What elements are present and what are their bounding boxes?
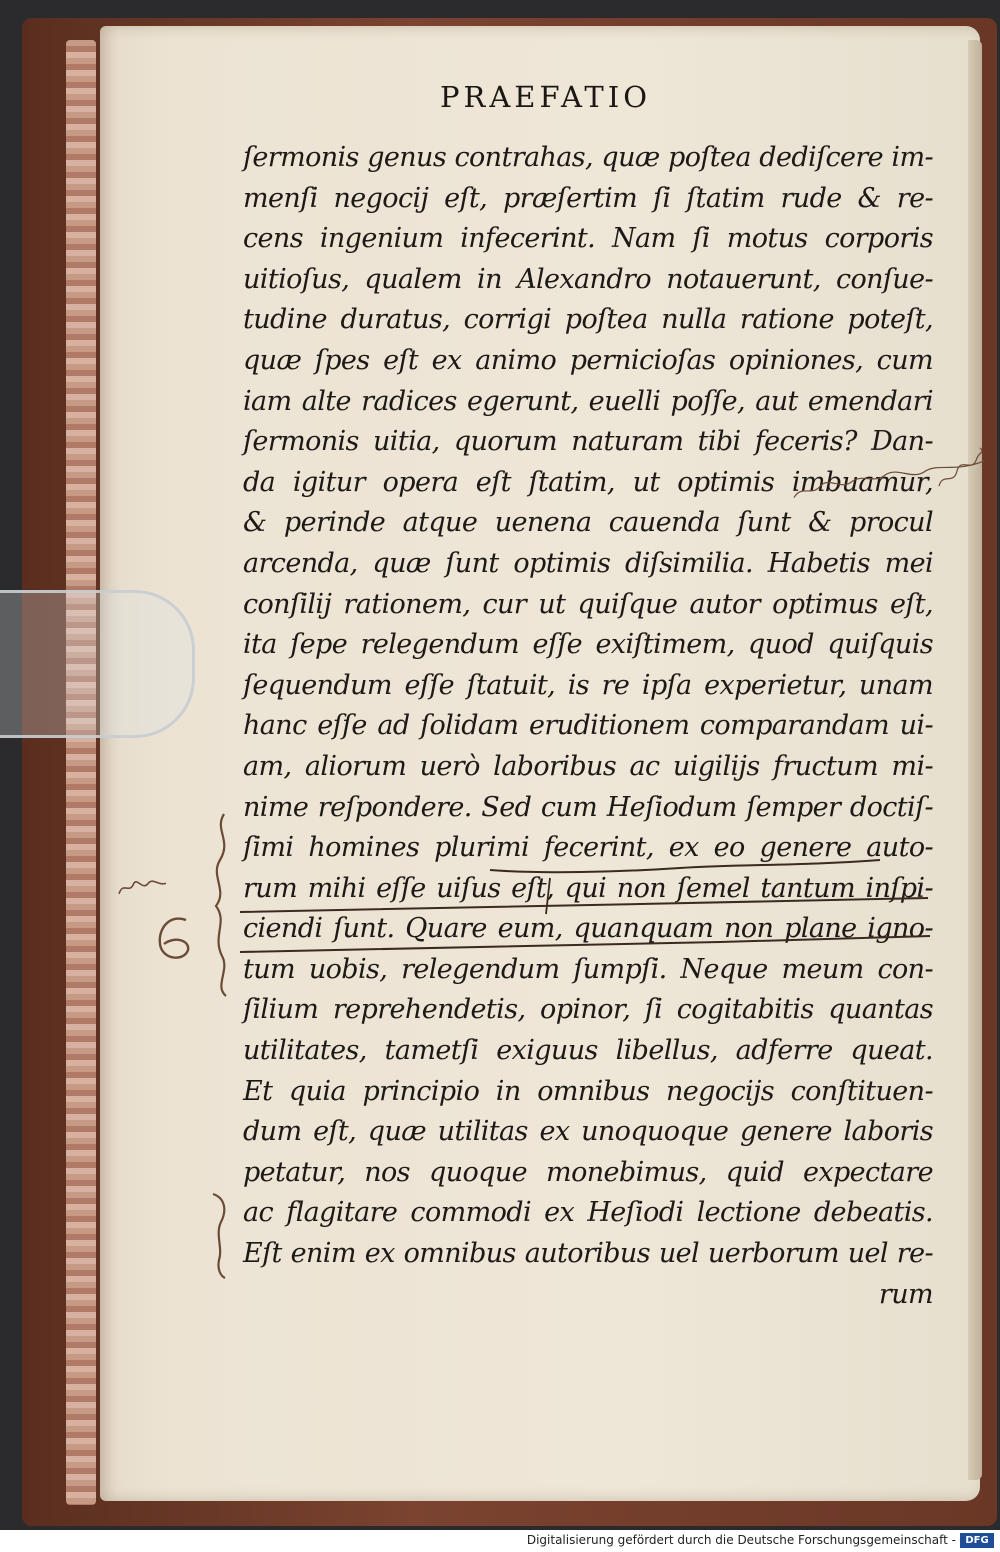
- text-line: rum mihi eſſe uiſus eſt, qui non ſemel tantum inſpi-: [243, 872, 933, 904]
- margin-bracket-mark: [205, 1190, 233, 1280]
- text-line: Eſt enim ex omnibus autoribus uel uerborum uel re-: [243, 1238, 933, 1270]
- text-line: ſermonis uitia, quorum naturam tibi feceris? Dan-: [243, 426, 933, 458]
- text-line: ſermonis genus contrahas, quæ poſtea dediſcere im-: [243, 142, 933, 173]
- margin-bracket-mark: [206, 810, 236, 1000]
- dfg-logo: DFG: [960, 1533, 994, 1548]
- text-line: rum: [878, 1278, 933, 1310]
- text-line: dum eſt, quæ utilitas ex unoquoque genere laboris: [243, 1116, 933, 1148]
- page-edges: [66, 40, 96, 1505]
- text-line: cens ingenium infecerint. Nam ſi motus corporis: [243, 223, 933, 255]
- text-line: ſequendum eſſe ſtatuit, is re ipſa experietur, unam: [243, 669, 933, 701]
- text-line: uitioſus, qualem in Alexandro notauerunt, conſue-: [243, 263, 933, 295]
- text-line: petatur, nos quoque monebimus, quid expectare: [243, 1156, 933, 1188]
- text-line: tum uobis, relegendum ſumpſi. Neque meum con-: [243, 953, 933, 985]
- text-line: nime reſpondere. Sed cum Heſiodum ſemper doctiſ-: [243, 791, 933, 823]
- handwritten-margin-numeral: [150, 910, 200, 970]
- page-fore-edge: [968, 40, 982, 1480]
- text-line: arcenda, quæ ſunt optimis diſsimilia. Habetis mei: [243, 547, 933, 579]
- text-line: quæ ſpes eſt ex animo pernicioſas opiniones, cum: [243, 344, 933, 376]
- text-line: am, aliorum uerò laboribus ac uigilijs fructum mi-: [243, 750, 933, 782]
- text-line: menſi negocij eſt, præſertim ſi ſtatim rude & re-: [243, 182, 933, 214]
- text-line: hanc eſſe ad ſolidam eruditionem comparandam ui-: [243, 710, 933, 742]
- text-line: ciendi ſunt. Quare eum, quanquam non plane igno-: [243, 913, 933, 945]
- text-line: conſilij rationem, cur ut quiſque autor optimus eſt,: [243, 588, 933, 620]
- running-head: PRAEFATIO: [440, 80, 651, 114]
- text-line: ſimi homines plurimi fecerint, ex eo genere auto-: [243, 832, 933, 864]
- footer-credit: Digitalisierung gefördert durch die Deutsche Forschungsgemeinschaft -: [526, 1533, 956, 1547]
- manuscript-underlines: [240, 848, 940, 978]
- text-line: tudine duratus, corrigi poſtea nulla ratione poteſt,: [243, 304, 933, 336]
- text-line: ita ſepe relegendum eſſe exiſtimem, quod quiſquis: [243, 629, 933, 661]
- page-clip: [0, 590, 195, 738]
- text-block: [243, 138, 933, 1315]
- text-line: utilitates, tametſi exiguus libellus, adferre queat.: [243, 1035, 933, 1067]
- text-line: ac flagitare commodi ex Heſiodi lectione debeatis.: [243, 1197, 933, 1229]
- text-line: Et quia principio in omnibus negocijs conſtituen-: [243, 1075, 933, 1107]
- text-line: ſilium reprehendetis, opinor, ſi cogitabitis quantas: [243, 994, 933, 1026]
- text-line: iam alte radices egerunt, euelli poſſe, aut emendari: [243, 385, 933, 417]
- text-line: & perinde atque uenena cauenda ſunt & procul: [243, 507, 933, 539]
- digitization-footer: [0, 1530, 1000, 1552]
- text-line: da igitur opera eſt ſtatim, ut optimis imbuamur,: [243, 466, 933, 498]
